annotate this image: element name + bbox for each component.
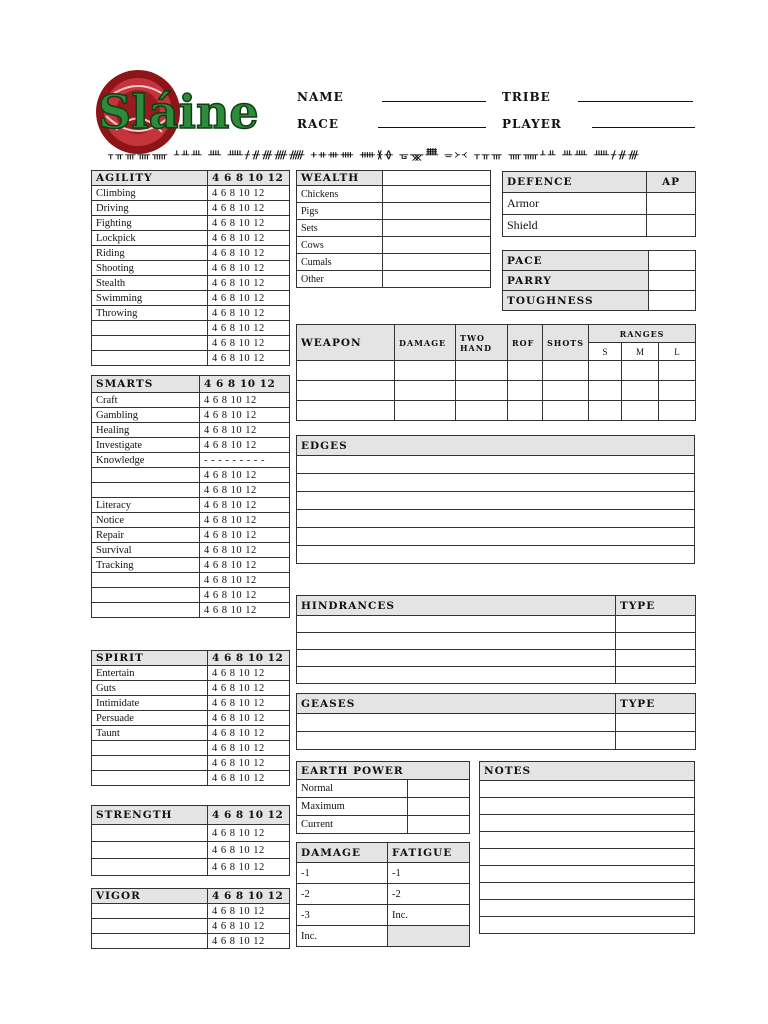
skill-name[interactable] [92, 771, 208, 786]
skill-die-options[interactable]: 4 6 8 10 12 [208, 216, 290, 231]
name-label: NAME [297, 90, 344, 104]
range-medium: M [622, 343, 659, 361]
armor-label: Armor [503, 193, 647, 215]
skill-die-options[interactable]: 4 6 8 10 12 [208, 934, 290, 949]
wealth-item-label: Sets [297, 220, 383, 237]
smarts-title: SMARTS [92, 376, 200, 393]
damage-header: DAMAGE [395, 325, 456, 361]
wealth-item-field[interactable] [383, 220, 491, 237]
pace-field[interactable] [649, 251, 696, 271]
skill-name[interactable]: Guts [92, 681, 208, 696]
skill-die-options[interactable]: 4 6 8 10 12 [208, 231, 290, 246]
skill-die-options[interactable]: 4 6 8 10 12 [208, 246, 290, 261]
skill-die-options[interactable]: 4 6 8 10 12 [200, 468, 290, 483]
rof-header: ROF [508, 325, 543, 361]
notes-line[interactable] [480, 781, 695, 798]
wealth-table [296, 170, 491, 288]
skill-name[interactable]: Tracking [92, 558, 200, 573]
earth-power-table [296, 761, 470, 834]
notes-line[interactable] [480, 849, 695, 866]
notes-table [479, 761, 695, 934]
hindrance-row[interactable] [297, 616, 696, 633]
skill-row[interactable] [92, 934, 290, 949]
edge-row[interactable] [297, 510, 695, 528]
skill-name[interactable]: Gambling [92, 408, 200, 423]
edge-row[interactable] [297, 546, 695, 564]
skill-die-options[interactable]: 4 6 8 10 12 [200, 513, 290, 528]
range-short: S [589, 343, 622, 361]
skill-name[interactable] [92, 468, 200, 483]
ap-label: AP [647, 172, 696, 193]
skill-row[interactable] [92, 696, 290, 711]
skill-die-options[interactable]: 4 6 8 10 12 [208, 741, 290, 756]
wealth-item-field[interactable] [383, 237, 491, 254]
earth-power-current-field[interactable] [408, 816, 470, 834]
skill-row[interactable] [92, 186, 290, 201]
skill-name[interactable]: Lockpick [92, 231, 208, 246]
wealth-row[interactable] [297, 220, 491, 237]
skill-name[interactable]: Craft [92, 393, 200, 408]
wealth-item-field[interactable] [383, 254, 491, 271]
skill-name[interactable]: Persuade [92, 711, 208, 726]
skill-name[interactable]: Literacy [92, 498, 200, 513]
skill-name[interactable]: Taunt [92, 726, 208, 741]
skill-die-options[interactable]: 4 6 8 10 12 [200, 393, 290, 408]
skill-name[interactable] [92, 588, 200, 603]
wealth-row[interactable] [297, 237, 491, 254]
skill-name[interactable]: Fighting [92, 216, 208, 231]
skill-die-options[interactable]: 4 6 8 10 12 [200, 438, 290, 453]
skill-row[interactable] [92, 483, 290, 498]
skill-name[interactable] [92, 825, 208, 842]
range-long: L [659, 343, 696, 361]
player-field[interactable] [592, 126, 695, 128]
fatigue-level-1[interactable]: -1 [388, 863, 470, 884]
skill-row[interactable] [92, 276, 290, 291]
skill-name[interactable]: Throwing [92, 306, 208, 321]
skill-name[interactable] [92, 321, 208, 336]
skill-die-options[interactable]: 4 6 8 10 12 [208, 919, 290, 934]
skill-die-options[interactable]: 4 6 8 10 12 [200, 408, 290, 423]
earth-power-maximum-label: Maximum [297, 798, 408, 816]
skill-name[interactable] [92, 756, 208, 771]
skill-row[interactable] [92, 859, 290, 876]
ranges-header: RANGES [589, 325, 696, 343]
skill-row[interactable] [92, 558, 290, 573]
edge-row[interactable] [297, 528, 695, 546]
skill-die-options[interactable]: 4 6 8 10 12 [208, 291, 290, 306]
skill-die-options[interactable]: 4 6 8 10 12 [208, 321, 290, 336]
skill-name[interactable] [92, 336, 208, 351]
damage-level-3[interactable]: -3 [297, 905, 388, 926]
skill-name[interactable] [92, 934, 208, 949]
wealth-item-label: Cows [297, 237, 383, 254]
hindrance-row[interactable] [297, 667, 696, 684]
skill-row[interactable] [92, 393, 290, 408]
skill-name[interactable]: Intimidate [92, 696, 208, 711]
skill-die-options[interactable]: 4 6 8 10 12 [200, 543, 290, 558]
skill-die-options[interactable]: 4 6 8 10 12 [208, 726, 290, 741]
strength-title: STRENGTH [92, 806, 208, 825]
skill-row[interactable] [92, 771, 290, 786]
skill-name[interactable]: Climbing [92, 186, 208, 201]
skill-name[interactable]: Driving [92, 201, 208, 216]
skill-die-options[interactable]: 4 6 8 10 12 [208, 711, 290, 726]
skill-die-options[interactable]: 4 6 8 10 12 [200, 498, 290, 513]
race-label: RACE [297, 117, 339, 131]
skill-name[interactable]: Stealth [92, 276, 208, 291]
wealth-item-label: Chickens [297, 186, 383, 203]
skill-die-options[interactable]: 4 6 8 10 12 [208, 336, 290, 351]
edge-row[interactable] [297, 474, 695, 492]
logo-wordmark: Sláine [98, 85, 259, 139]
skill-name[interactable]: Entertain [92, 666, 208, 681]
wealth-row[interactable] [297, 186, 491, 203]
weapon-row[interactable] [297, 361, 696, 381]
skill-name[interactable]: Shooting [92, 261, 208, 276]
skill-name[interactable]: Riding [92, 246, 208, 261]
skill-die-options[interactable]: 4 6 8 10 12 [208, 186, 290, 201]
skill-die-options[interactable]: 4 6 8 10 12 [208, 904, 290, 919]
skill-die-options[interactable]: 4 6 8 10 12 [200, 588, 290, 603]
notes-line[interactable] [480, 883, 695, 900]
skill-die-options[interactable]: 4 6 8 10 12 [200, 423, 290, 438]
spirit-die[interactable]: 4 6 8 10 12 [208, 651, 290, 666]
skill-name[interactable]: Investigate [92, 438, 200, 453]
skill-die-options[interactable]: 4 6 8 10 12 [200, 558, 290, 573]
wealth-row[interactable] [297, 271, 491, 288]
weapons-table [296, 324, 696, 421]
skill-row[interactable] [92, 423, 290, 438]
skill-row[interactable] [92, 919, 290, 934]
vigor-table [91, 888, 290, 949]
slaine-logo [92, 66, 282, 158]
skill-row[interactable] [92, 904, 290, 919]
skill-die-options[interactable]: 4 6 8 10 12 [208, 842, 290, 859]
agility-die[interactable]: 4 6 8 10 12 [208, 171, 290, 186]
skill-row[interactable] [92, 726, 290, 741]
damage-fatigue-table [296, 842, 470, 947]
skill-die-options[interactable]: 4 6 8 10 12 [208, 681, 290, 696]
skill-row[interactable] [92, 666, 290, 681]
wealth-item-label: Pigs [297, 203, 383, 220]
skill-row[interactable] [92, 468, 290, 483]
pace-label: PACE [503, 251, 649, 271]
skill-name[interactable] [92, 842, 208, 859]
skill-row[interactable] [92, 291, 290, 306]
skill-row[interactable] [92, 306, 290, 321]
hindrances-table [296, 595, 696, 684]
hindrance-type-label: TYPE [616, 596, 696, 616]
notes-line[interactable] [480, 917, 695, 934]
skill-die-options[interactable]: 4 6 8 10 12 [208, 666, 290, 681]
skill-row[interactable] [92, 741, 290, 756]
skill-name[interactable] [92, 904, 208, 919]
skill-die-options[interactable]: 4 6 8 10 12 [200, 573, 290, 588]
shots-header: SHOTS [543, 325, 589, 361]
notes-title: NOTES [480, 762, 695, 781]
spirit-title: SPIRIT [92, 651, 208, 666]
skill-die-options[interactable]: 4 6 8 10 12 [208, 276, 290, 291]
skill-die-options[interactable]: 4 6 8 10 12 [208, 771, 290, 786]
wealth-row[interactable] [297, 254, 491, 271]
earth-power-current-label: Current [297, 816, 408, 834]
earth-power-title: EARTH POWER [297, 762, 470, 780]
notes-line[interactable] [480, 866, 695, 883]
skill-row[interactable] [92, 756, 290, 771]
skill-name[interactable]: Swimming [92, 291, 208, 306]
skill-row[interactable] [92, 513, 290, 528]
skill-die-options[interactable]: 4 6 8 10 12 [200, 528, 290, 543]
two-hand-header: TWO HAND [456, 325, 508, 361]
skill-die-options[interactable]: 4 6 8 10 12 [200, 603, 290, 618]
race-field[interactable] [378, 126, 486, 128]
edge-row[interactable] [297, 456, 695, 474]
geas-row[interactable] [297, 732, 696, 750]
notes-line[interactable] [480, 900, 695, 917]
strength-die[interactable]: 4 6 8 10 12 [208, 806, 290, 825]
skill-row[interactable] [92, 498, 290, 513]
skill-name[interactable] [92, 603, 200, 618]
skill-name[interactable] [92, 351, 208, 366]
wealth-item-label: Cumals [297, 254, 383, 271]
notes-line[interactable] [480, 815, 695, 832]
edge-row[interactable] [297, 492, 695, 510]
skill-name[interactable] [92, 741, 208, 756]
derived-stats-table [502, 250, 696, 311]
tribe-field[interactable] [578, 100, 693, 102]
toughness-label: TOUGHNESS [503, 291, 649, 311]
skill-name[interactable]: Notice [92, 513, 200, 528]
skill-row[interactable] [92, 438, 290, 453]
skill-row[interactable] [92, 711, 290, 726]
player-label: PLAYER [502, 117, 562, 131]
skill-name[interactable]: Healing [92, 423, 200, 438]
fatigue-blank [388, 926, 470, 947]
tribe-label: TRIBE [502, 90, 551, 104]
edges-table [296, 435, 695, 564]
skill-row[interactable] [92, 336, 290, 351]
skill-die-options[interactable]: 4 6 8 10 12 [208, 825, 290, 842]
skill-row[interactable] [92, 842, 290, 859]
earth-power-maximum-field[interactable] [408, 798, 470, 816]
vigor-title: VIGOR [92, 889, 208, 904]
skill-name[interactable] [92, 573, 200, 588]
geas-type-label: TYPE [616, 694, 696, 714]
wealth-row[interactable] [297, 203, 491, 220]
fatigue-title: FATIGUE [388, 843, 470, 863]
damage-level-1[interactable]: -1 [297, 863, 388, 884]
defence-table [502, 171, 696, 237]
skill-row[interactable] [92, 543, 290, 558]
skill-row[interactable] [92, 681, 290, 696]
skill-row[interactable] [92, 216, 290, 231]
weapon-row[interactable] [297, 401, 696, 421]
skill-name[interactable]: Survival [92, 543, 200, 558]
skill-row[interactable] [92, 573, 290, 588]
skill-row[interactable] [92, 231, 290, 246]
skill-die-options[interactable]: 4 6 8 10 12 [208, 306, 290, 321]
earth-power-normal-label: Normal [297, 780, 408, 798]
skill-name[interactable] [92, 859, 208, 876]
hindrance-row[interactable] [297, 633, 696, 650]
defence-title: DEFENCE [503, 172, 647, 193]
parry-field[interactable] [649, 271, 696, 291]
skill-name[interactable] [92, 919, 208, 934]
shield-ap-field[interactable] [647, 215, 696, 237]
skill-die-options[interactable]: 4 6 8 10 12 [208, 756, 290, 771]
smarts-table [91, 375, 290, 618]
damage-incapacitated[interactable]: Inc. [297, 926, 388, 947]
armor-ap-field[interactable] [647, 193, 696, 215]
agility-table [91, 170, 290, 366]
skill-die-options[interactable]: - - - - - - - - - [200, 453, 290, 468]
skill-die-options[interactable]: 4 6 8 10 12 [200, 483, 290, 498]
damage-title: DAMAGE [297, 843, 388, 863]
ogham-inscription: ᚁᚂᚃᚄᚅ ᚆᚇᚈ ᚉ ᚊᚋᚌᚍᚎᚏ ᚐᚑᚒᚓ ᚔᚕᚖ ᚗᚘᚙ ᚚ᚛᚜ ᚁᚂᚃ ᚄᚅᚆᚇ ᚈᚉ ᚊᚋᚌᚍ [108, 149, 641, 161]
weapon-row[interactable] [297, 381, 696, 401]
skill-die-options[interactable]: 4 6 8 10 12 [208, 351, 290, 366]
fatigue-level-2[interactable]: -2 [388, 884, 470, 905]
spirit-table [91, 650, 290, 786]
skill-row[interactable] [92, 453, 290, 468]
agility-title: AGILITY [92, 171, 208, 186]
fatigue-incapacitated[interactable]: Inc. [388, 905, 470, 926]
wealth-title: WEALTH [297, 171, 383, 186]
skill-row[interactable] [92, 408, 290, 423]
skill-row[interactable] [92, 201, 290, 216]
geas-row[interactable] [297, 714, 696, 732]
geases-title: GEASES [297, 694, 616, 714]
skill-name[interactable] [92, 483, 200, 498]
geases-table [296, 693, 696, 750]
shield-label: Shield [503, 215, 647, 237]
skill-name[interactable]: Knowledge [92, 453, 200, 468]
vigor-die[interactable]: 4 6 8 10 12 [208, 889, 290, 904]
skill-row[interactable] [92, 351, 290, 366]
notes-line[interactable] [480, 798, 695, 815]
strength-table [91, 805, 290, 876]
skill-row[interactable] [92, 321, 290, 336]
skill-die-options[interactable]: 4 6 8 10 12 [208, 696, 290, 711]
edges-title: EDGES [297, 436, 695, 456]
skill-die-options[interactable]: 4 6 8 10 12 [208, 261, 290, 276]
skill-name[interactable]: Repair [92, 528, 200, 543]
hindrances-title: HINDRANCES [297, 596, 616, 616]
name-field[interactable] [382, 100, 486, 102]
skill-row[interactable] [92, 588, 290, 603]
skill-row[interactable] [92, 603, 290, 618]
skill-die-options[interactable]: 4 6 8 10 12 [208, 201, 290, 216]
wealth-item-field[interactable] [383, 186, 491, 203]
skill-row[interactable] [92, 825, 290, 842]
wealth-item-field[interactable] [383, 271, 491, 288]
toughness-field[interactable] [649, 291, 696, 311]
notes-line[interactable] [480, 832, 695, 849]
skill-row[interactable] [92, 246, 290, 261]
parry-label: PARRY [503, 271, 649, 291]
skill-row[interactable] [92, 261, 290, 276]
wealth-item-field[interactable] [383, 203, 491, 220]
smarts-die[interactable]: 4 6 8 10 12 [200, 376, 290, 393]
skill-row[interactable] [92, 528, 290, 543]
wealth-item-label: Other [297, 271, 383, 288]
wealth-header-blank [383, 171, 491, 186]
weapon-header: WEAPON [297, 325, 395, 361]
damage-level-2[interactable]: -2 [297, 884, 388, 905]
skill-die-options[interactable]: 4 6 8 10 12 [208, 859, 290, 876]
hindrance-row[interactable] [297, 650, 696, 667]
earth-power-normal-field[interactable] [408, 780, 470, 798]
